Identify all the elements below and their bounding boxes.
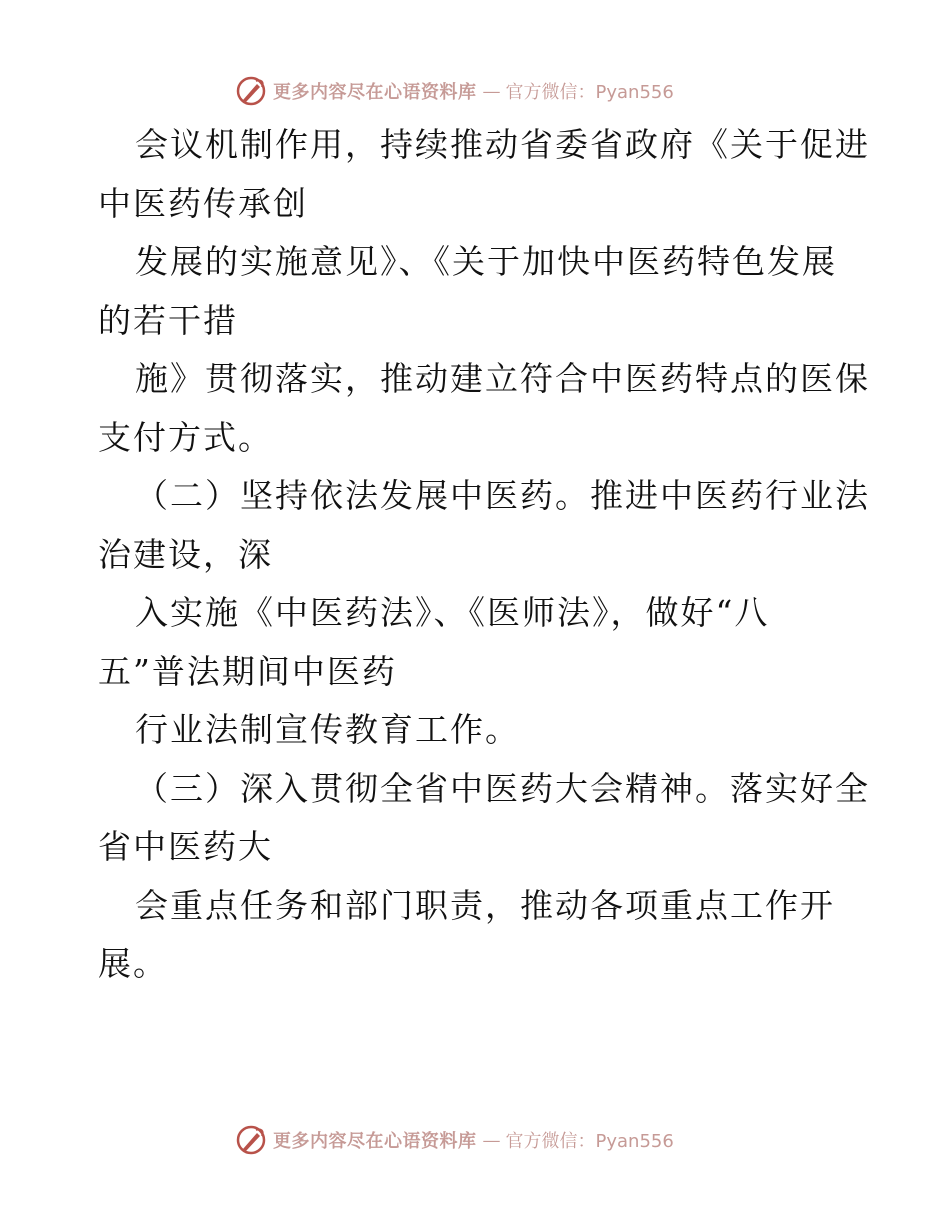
body-line: 行业法制宣传教育工作。	[135, 710, 520, 749]
watermark-contact: 官方微信：Pyan556	[505, 82, 674, 103]
feather-pen-logo-icon	[235, 1124, 267, 1156]
body-line: （二）坚持依法发展中医药。推进中医药行业法	[135, 476, 870, 515]
body-line: 发展的实施意见》、《关于加快中医药特色发展	[135, 242, 837, 281]
watermark-dash: —	[482, 1129, 500, 1151]
body-line: 施》贯彻落实，推动建立符合中医药特点的医保	[135, 359, 870, 398]
watermark-brand: 更多内容尽在心语资料库	[273, 82, 477, 103]
watermark-dash: —	[482, 80, 500, 102]
body-line: 五”普法期间中医药	[98, 651, 397, 691]
header-watermark	[235, 74, 674, 108]
watermark-brand: 更多内容尽在心语资料库	[273, 1131, 477, 1152]
body-line: 入实施《中医药法》、《医师法》，做好“八	[135, 593, 770, 632]
body-line: 会重点任务和部门职责，推动各项重点工作开	[135, 885, 835, 925]
feather-pen-logo-icon	[235, 75, 267, 107]
body-line: 省中医药大	[98, 827, 273, 866]
body-line: 中医药传承创	[98, 183, 308, 223]
body-line: 支付方式。	[98, 417, 273, 457]
body-line: （三）深入贯彻全省中医药大会精神。落实好全	[135, 768, 870, 808]
body-line: 会议机制作用，持续推动省委省政府《关于促进	[135, 125, 870, 164]
body-line: 治建设，深	[98, 534, 273, 574]
footer-watermark	[235, 1123, 674, 1157]
body-line: 展。	[98, 944, 168, 983]
body-line: 的若干措	[98, 300, 238, 340]
watermark-contact: 官方微信：Pyan556	[505, 1131, 674, 1152]
document-body	[98, 116, 870, 994]
